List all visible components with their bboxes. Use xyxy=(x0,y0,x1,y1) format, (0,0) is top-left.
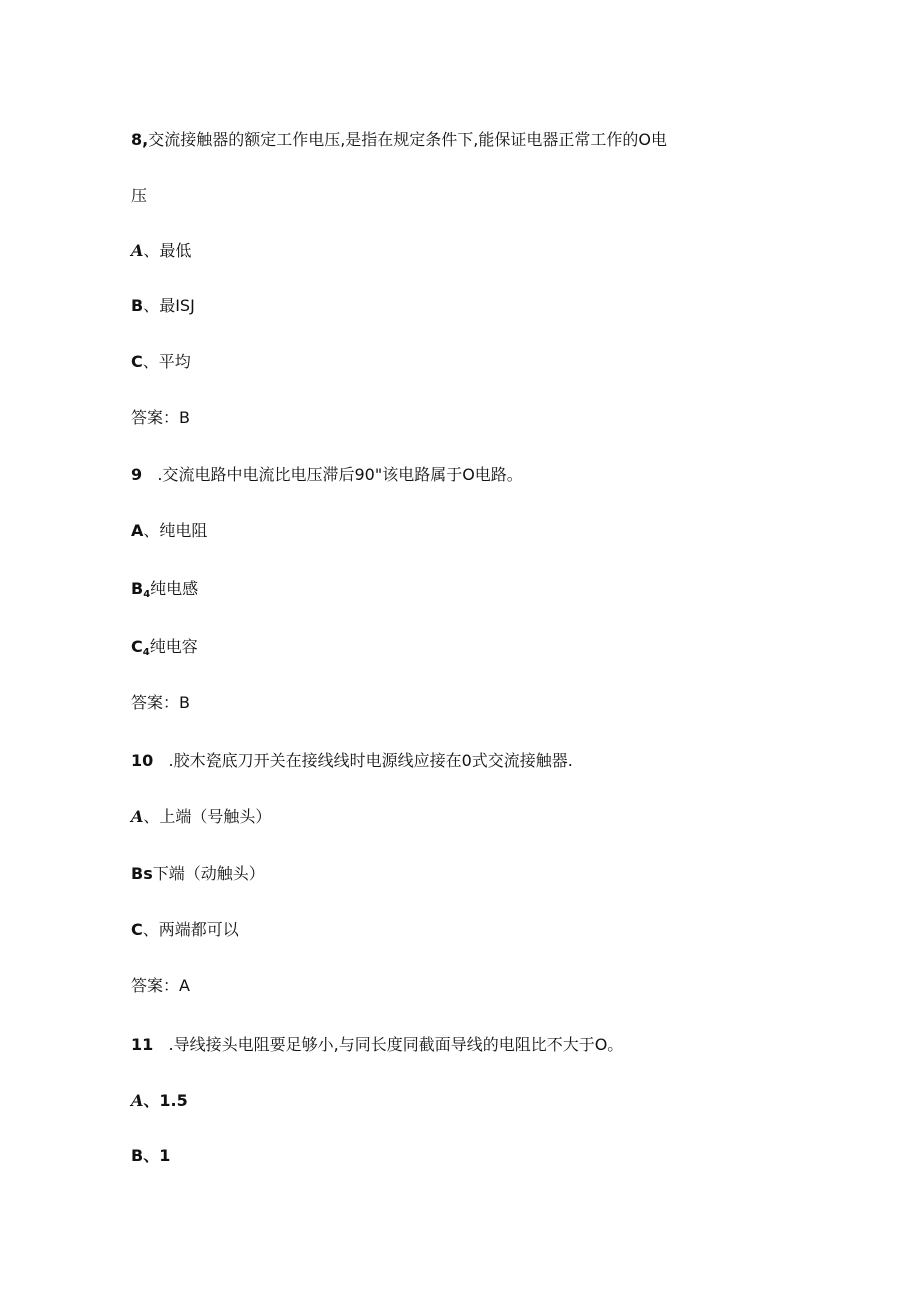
answer-text: 答案：B xyxy=(131,408,190,427)
option-letter: A xyxy=(131,241,144,260)
question-10-option-a xyxy=(131,807,271,827)
option-text: 、1 xyxy=(143,1146,171,1165)
question-11-stem xyxy=(131,1035,623,1055)
option-text: 、平均 xyxy=(142,352,191,371)
option-text: 、1.5 xyxy=(143,1091,188,1110)
option-letter: B xyxy=(131,1146,144,1165)
question-text: .胶木瓷底刀开关在接线线时电源线应接在0式交流接触器. xyxy=(153,751,573,770)
answer-text: 答案：A xyxy=(131,976,190,995)
option-text: 纯电感 xyxy=(150,579,199,598)
question-8-stem xyxy=(131,130,667,150)
option-text: 、两端都可以 xyxy=(142,920,239,939)
question-text: .交流电路中电流比电压滞后90"该电路属于O电路。 xyxy=(142,465,523,484)
option-letter: C xyxy=(131,352,143,371)
question-10-option-b xyxy=(131,864,265,884)
question-10-answer xyxy=(131,976,190,996)
option-subscript: 4 xyxy=(143,589,151,600)
question-8-answer xyxy=(131,408,190,428)
question-number: 10 xyxy=(131,751,154,770)
question-9-option-c xyxy=(131,637,198,663)
question-number: 8, xyxy=(131,130,149,149)
question-9-stem xyxy=(131,465,523,485)
question-10-stem xyxy=(131,751,573,771)
option-text: 、纯电阻 xyxy=(143,521,208,540)
question-number: 11 xyxy=(131,1035,154,1054)
option-letter: A xyxy=(131,1091,144,1110)
option-text: 下端（动触头） xyxy=(152,864,265,883)
option-letter: B xyxy=(131,296,144,315)
option-subscript: 4 xyxy=(142,647,150,658)
option-text: 纯电容 xyxy=(149,637,198,656)
question-8-stem-continued xyxy=(131,186,147,206)
option-letter: C xyxy=(131,637,143,656)
option-letter: A xyxy=(131,807,144,826)
question-10-option-c xyxy=(131,920,239,940)
question-8-option-b xyxy=(131,296,195,316)
question-text: .导线接头电阻要足够小,与同长度同截面导线的电阻比不大于O。 xyxy=(153,1035,624,1054)
option-letter: A xyxy=(131,521,144,540)
option-letter: C xyxy=(131,920,143,939)
question-9-option-b xyxy=(131,579,198,605)
question-8-option-a xyxy=(131,241,191,261)
question-number: 9 xyxy=(131,465,143,484)
option-text: 、最ISJ xyxy=(143,296,195,315)
question-9-option-a xyxy=(131,521,207,541)
option-letter: B xyxy=(131,579,144,598)
question-text: 交流接触器的额定工作电压,是指在规定条件下,能保证电器正常工作的O电 xyxy=(148,130,667,149)
option-text: 、最低 xyxy=(143,241,192,260)
question-11-option-a xyxy=(131,1091,188,1111)
option-text: 、上端（号触头） xyxy=(143,807,272,826)
question-11-option-b xyxy=(131,1146,170,1166)
question-9-answer xyxy=(131,693,190,713)
question-8-option-c xyxy=(131,352,191,372)
option-letter: Bs xyxy=(131,864,153,883)
answer-text: 答案：B xyxy=(131,693,190,712)
question-text: 压 xyxy=(131,186,148,205)
